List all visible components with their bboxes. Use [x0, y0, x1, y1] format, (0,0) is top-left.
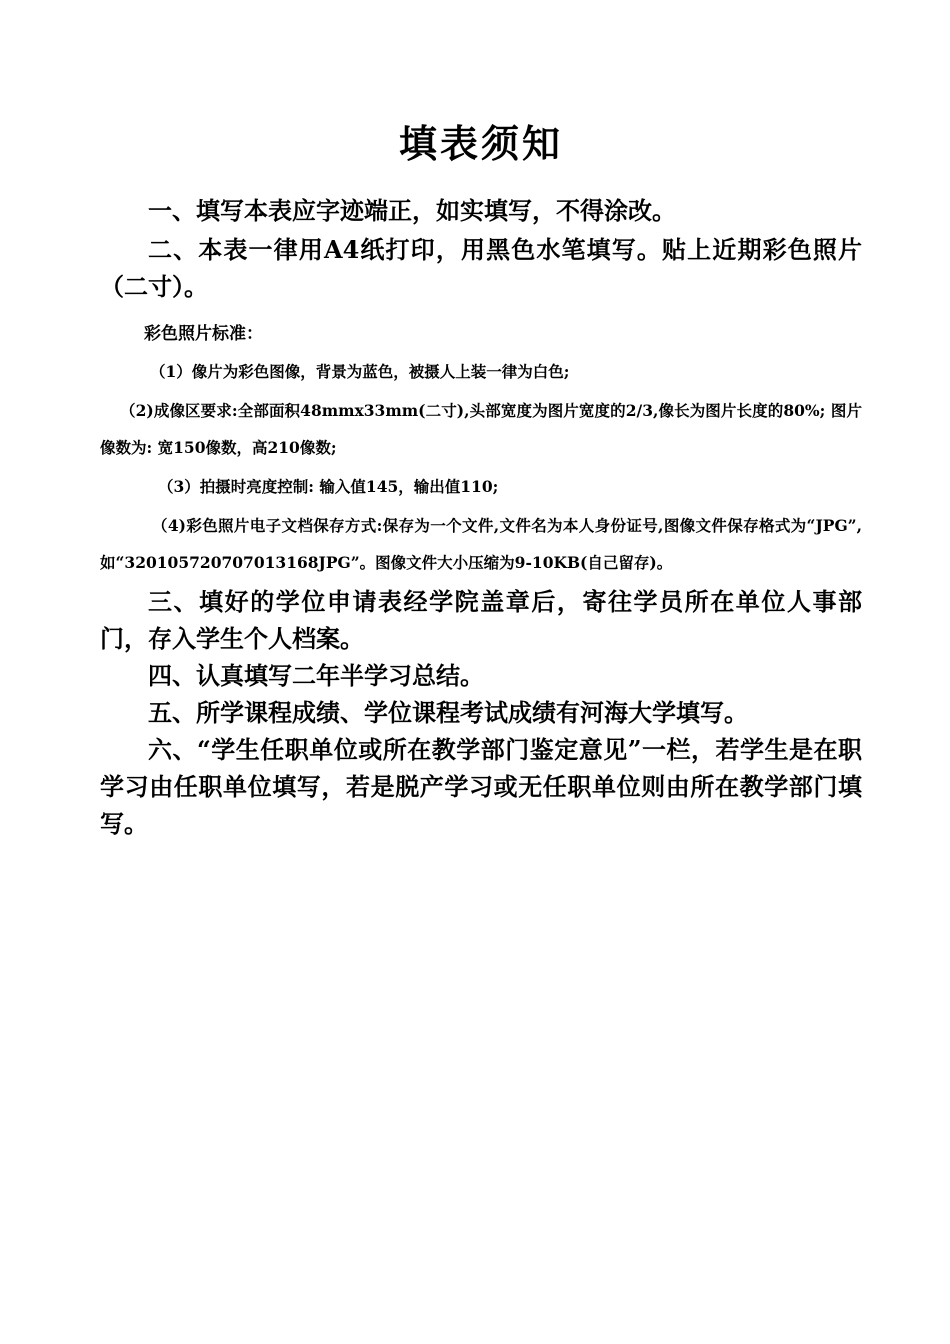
photo-standard-point-4: （4)彩色照片电子文档保存方式:保存为一个文件,文件名为本人身份证号,图像文件保存格式为“JPG”,如“320105720707013168JPG”。图像文件大小压缩为9-10KB(自己留存)。 — [100, 516, 862, 572]
instruction-item-1: 一、填写本表应字迹端正，如实填写，不得涂改。 — [148, 196, 676, 225]
photo-standard-heading: 彩色照片标准： — [144, 324, 263, 344]
instruction-item-6: 六、“学生任职单位或所在教学部门鉴定意见”一栏，若学生是在职学习由任职单位填写，若是脱产学习或无任职单位则由所在教学部门填写。 — [100, 735, 862, 838]
photo-standard-point-2: （2)成像区要求:全部面积48mmx33mm(二寸),头部宽度为图片宽度的2/3,像长为图片长度的80%; 图片像数为: 宽150像数，高210像数; — [100, 401, 862, 457]
photo-standard-point-3: （3）拍摄时亮度控制: 输入值145，输出值110; — [158, 477, 499, 496]
instruction-item-2: 二、本表一律用A4纸打印，用黑色水笔填写。贴上近期彩色照片（二寸）。 — [100, 235, 862, 301]
page-title: 填表须知 — [398, 121, 563, 166]
photo-standard-section — [100, 321, 862, 581]
instruction-item-4: 四、认真填写二年半学习总结。 — [148, 661, 484, 690]
photo-standard-point-1: （1）像片为彩色图像，背景为蓝色，被摄人上装一律为白色; — [150, 362, 570, 381]
document-body — [100, 118, 862, 842]
instruction-item-5: 五、所学课程成绩、学位课程考试成绩有河海大学填写。 — [148, 698, 748, 727]
instruction-item-3: 三、填好的学位申请表经学院盖章后，寄往学员所在单位人事部门，存入学生个人档案。 — [100, 587, 862, 653]
